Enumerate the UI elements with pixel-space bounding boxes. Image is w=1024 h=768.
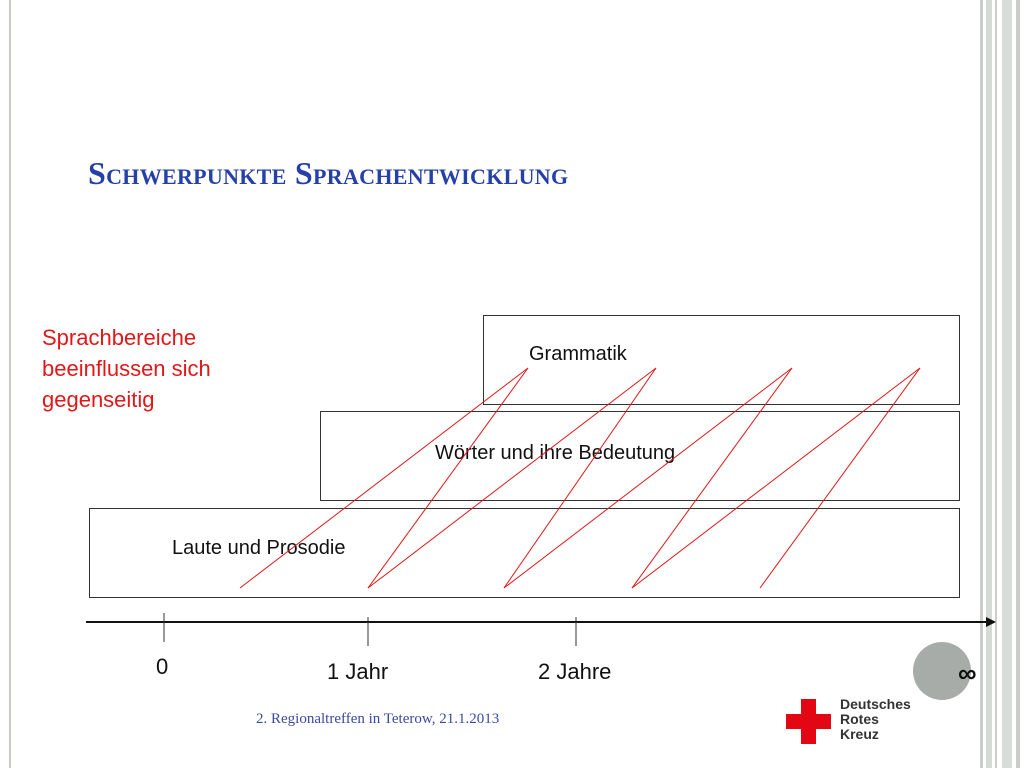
tick-label-zero: 0 [156, 654, 169, 679]
sounds-label: Laute und Prosodie [172, 537, 346, 559]
words-label: Wörter und ihre Bedeutung [435, 442, 676, 464]
logo-line-3: Kreuz [840, 726, 879, 742]
tick-label-year-2: 2 Jahre [538, 659, 612, 684]
note-text: Sprachbereiche beeinflussen sich gegenseitig [42, 325, 211, 412]
logo-line-2: Rotes [840, 711, 879, 727]
red-cross-icon [786, 699, 831, 744]
footer-text: 2. Regionaltreffen in Teterow, 21.1.2013 [256, 711, 500, 727]
timeline-arrow-icon [86, 617, 996, 627]
grammar-label: Grammatik [529, 343, 627, 365]
slide-title: Schwerpunkte Sprachentwicklung [88, 155, 569, 191]
infinity-label: ∞ [958, 658, 977, 688]
timeline-ticks [164, 613, 576, 646]
logo-wordmark [840, 697, 911, 742]
logo-line-1: Deutsches [840, 696, 911, 712]
interaction-zigzag [240, 368, 920, 588]
drk-logo [786, 697, 936, 745]
tick-label-year-1: 1 Jahr [327, 659, 389, 684]
